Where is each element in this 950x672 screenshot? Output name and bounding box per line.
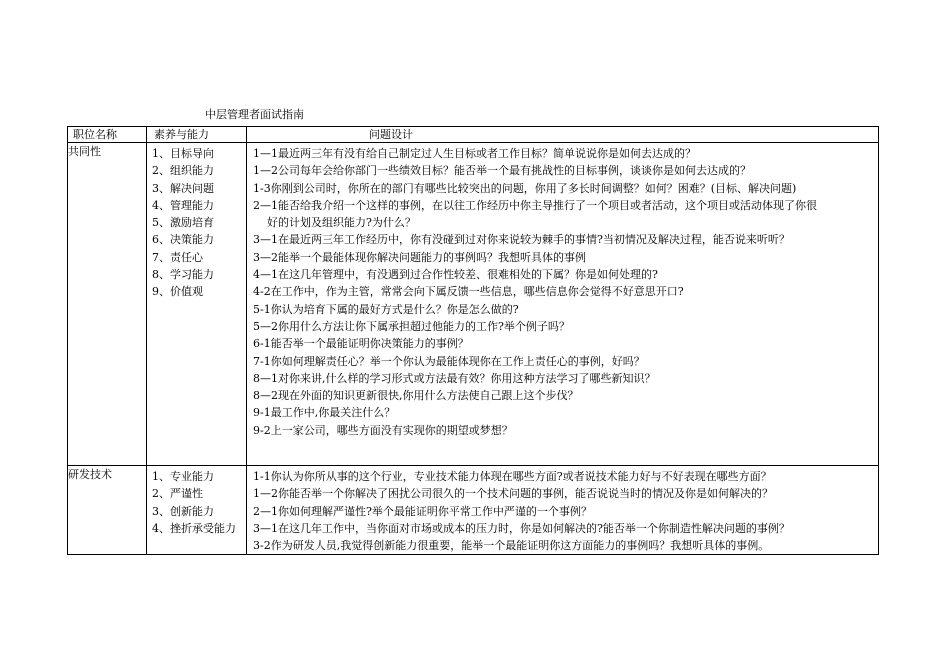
header-questions: 问题设计 — [247, 127, 879, 143]
question-item: 9-1最工作中,你最关注什么？ — [253, 406, 396, 420]
question-item: 3—2能举一个最能体现你解决问题能力的事例吗？我想听具体的事例 — [253, 250, 586, 264]
skill-item: 3、解决问题 — [152, 181, 214, 195]
section-rnd — [68, 466, 879, 555]
skill-item: 1、目标导向 — [152, 147, 214, 160]
header-row — [68, 127, 879, 143]
skill-item: 4、管理能力 — [152, 198, 214, 212]
question-item: 4-2在工作中，作为主管，常常会向下属反馈一些信息，哪些信息你会觉得不好意思开口? — [253, 285, 684, 299]
skill-item: 4、挫折承受能力 — [152, 521, 236, 535]
interview-guide-table — [67, 126, 879, 555]
questions-cell — [247, 143, 879, 466]
skill-item: 7、责任心 — [152, 250, 203, 264]
question-item: 8—2现在外面的知识更新很快,你用什么方法使自己跟上这个步伐？ — [253, 389, 579, 403]
question-item: 3-2作为研发人员,我觉得创新能力很重要，能举一个最能证明你这方面能力的事例吗？我想听具体的事例。 — [253, 539, 770, 553]
skill-item: 1、专业能力 — [152, 470, 214, 483]
category-common: 共同性 — [68, 143, 147, 466]
question-item: 4—1在这几年管理中，有没遇到过合作性较差、很难相处的下属？你是如何处理的? — [253, 268, 658, 282]
skill-item: 9、价值观 — [152, 285, 203, 299]
header-competency: 素养与能力 — [147, 127, 247, 143]
question-item: 8—1对你来讲,什么样的学习形式或方法最有效？你用这种方法学习了哪些新知识？ — [253, 371, 656, 385]
skill-item: 2、组织能力 — [152, 164, 214, 178]
question-item: 2—1你如何理解严谨性?举个最能证明你平常工作中严谨的一个事例？ — [253, 504, 592, 518]
question-item: 3—1在最近两三年工作经历中，你有没碰到过对你来说较为棘手的事情?当初情况及解决过程，能否说来听听？ — [253, 233, 790, 247]
section-common — [68, 143, 879, 466]
skill-item: 6、决策能力 — [152, 233, 214, 247]
question-item: 1—2公司每年会给你部门一些绩效目标？能否举一个最有挑战性的目标事例，谈谈你是如何去达成的？ — [253, 164, 751, 178]
question-item — [253, 197, 874, 232]
header-position: 职位名称 — [68, 127, 147, 143]
question-item: 1-1你认为你所从事的这个行业，专业技术能力体现在哪些方面?或者说技术能力好与不好表现在哪些方面？ — [253, 470, 772, 483]
question-item: 9-2上一家公司，哪些方面没有实现你的期望或梦想？ — [253, 423, 513, 437]
skill-item: 3、创新能力 — [152, 504, 214, 518]
document-title: 中层管理者面试指南 — [205, 108, 304, 121]
skill-item: 5、激励培育 — [152, 216, 214, 230]
question-item: 6-1能否举一个最能证明你决策能力的事例？ — [253, 337, 469, 351]
category-rnd: 研发技术 — [68, 466, 147, 555]
skills-cell — [147, 143, 247, 466]
question-continuation: 好的计划及组织能力?为什么？ — [267, 216, 416, 230]
skill-item: 2、严谨性 — [152, 487, 203, 501]
question-item: 5—2你用什么方法让你下属承担超过他能力的工作?举个例子吗？ — [253, 319, 570, 333]
question-item: 5-1你认为培育下属的最好方式是什么？你是怎么做的? — [253, 302, 519, 316]
question-item: 3—1在这几年工作中，当你面对市场或成本的压力时，你是如何解决的?能否举一个你制造性解决问题的事例？ — [253, 521, 790, 535]
question-item: 1—1最近两三年有没有给自己制定过人生目标或者工作目标？简单说说你是如何去达成的？ — [253, 147, 696, 160]
skill-item: 8、学习能力 — [152, 268, 214, 282]
question-item: 7-1你如何理解责任心？举一个你认为最能体现你在工作上责任心的事例，好吗？ — [253, 354, 645, 368]
question-line: 2—1能否给我介绍一个这样的事例，在以往工作经历中你主导推行了一个项目或者活动，这个项目或活动体现了你很 — [253, 198, 817, 212]
questions-cell — [247, 466, 879, 555]
question-item: 1—2你能否举一个你解决了困扰公司很久的一个技术问题的事例，能否说说当时的情况及你是如何解决的？ — [253, 487, 773, 501]
skills-cell — [147, 466, 247, 555]
question-item: 1-3你刚到公司时，你所在的部门有哪些比较突出的问题，你用了多长时间调整？如何？困难？(目标、解决问题) — [253, 181, 797, 195]
